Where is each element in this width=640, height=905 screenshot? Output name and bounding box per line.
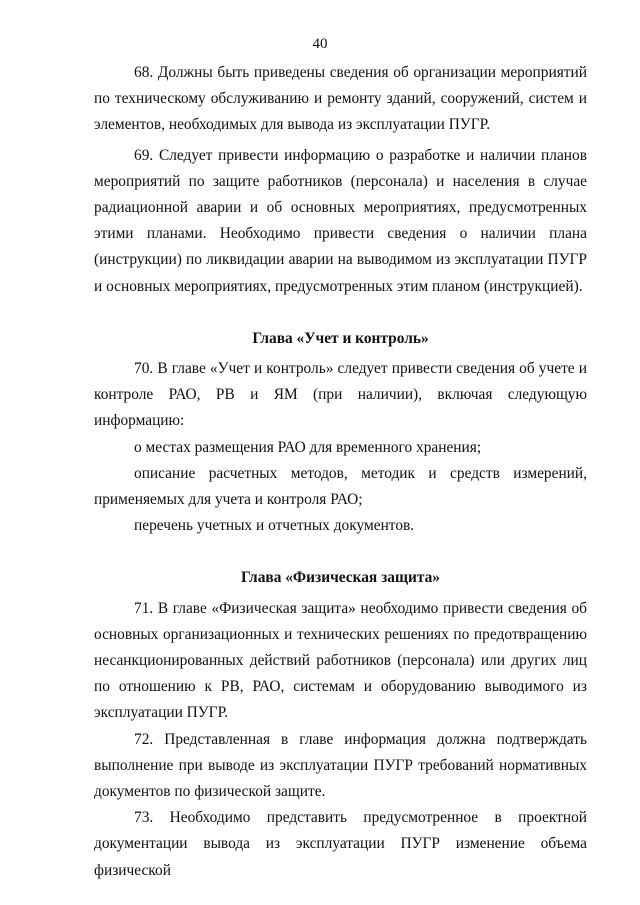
list-item: о местах размещения РАО для временного хранения; (134, 438, 482, 456)
paragraph-69: 69. Следует привести информацию о разработке и наличии планов мероприятий по защите работников (персонала) и населения в случае радиационной аварии и об основных мероприятиях, предусмотренных этими планами. Необходимо привести сведения о наличии плана (инструкции) по ликвидации аварии на выводимом из эксплуатации ПУГР и основных мероприятиях, предусмотренных этим планом (инструкцией). (94, 146, 587, 295)
list-item: перечень учетных и отчетных документов. (134, 517, 415, 535)
paragraph-70: 70. В главе «Учет и контроль» следует привести сведения об учете и контроле РАО, РВ и ЯМ (при наличии), включая следующую информацию: (94, 360, 587, 430)
paragraph-73: 73. Необходимо представить предусмотренное в проектной документации вывода из эксплуатации ПУГР изменение объема физической (94, 809, 587, 879)
list-item: описание расчетных методов, методик и средств измерений, применяемых для учета и контроля РАО; (94, 464, 587, 509)
chapter-heading-control: Глава «Учет и контроль» (252, 329, 429, 347)
page-content (94, 60, 587, 884)
page-number: 40 (312, 36, 328, 52)
paragraph-68: 68. Должны быть приведены сведения об организации мероприятий по техническому обслуживанию и ремонту зданий, сооружений, систем и элементов, необходимых для вывода из эксплуатации ПУГР. (94, 64, 587, 134)
chapter-heading-physical-protection: Глава «Физическая защита» (241, 569, 440, 587)
paragraph-72: 72. Представленная в главе информация должна подтверждать выполнение при выводе из эксплуатации ПУГР требований нормативных документов по физической защите. (94, 730, 587, 801)
paragraph-71: 71. В главе «Физическая защита» необходимо привести сведения об основных организационных и технических решениях по предотвращению несанкционированных действий работников (персонала) или других лиц по отношению к РВ, РАО, системам и оборудованию выводимого из эксплуатации ПУГР. (94, 599, 587, 722)
